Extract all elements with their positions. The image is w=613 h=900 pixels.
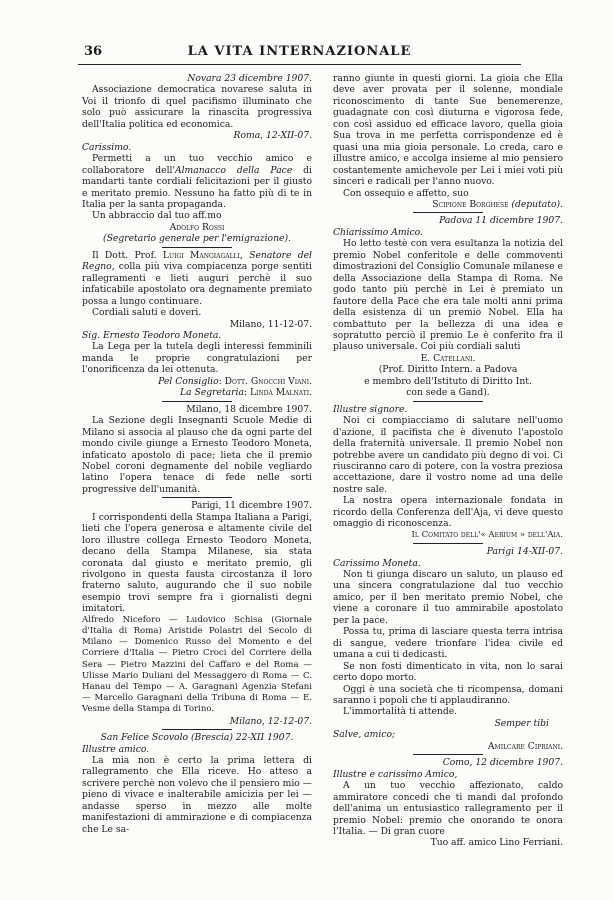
como-salutation: Illustre e carissimo Amico, [333,768,458,780]
borghese-role: (deputato). [508,198,563,210]
separator-rule [413,212,483,213]
left-column [82,73,312,835]
milano1-body: La Lega per la tutela degli interessi femminili manda le proprie congratulazioni per l'onorificenza da lei ottenuta. [82,341,312,376]
parigi2-date: Parigi 14-XII-07. [486,546,563,558]
sanfelice-continuation: ranno giunte in questi giorni. La gioia che Ella deve aver provata per il solenne, mondiale riconoscimento di tante Sue benemerenze, guadagnate con così diuturna e vigorosa fede, con così assiduo ed efficace lavoro, quella gioia Sua trova in me perfetta corrispondenze ed è quasi una mia gioia personale. Lo creda, caro e illustre amico, e accolga insieme al mio pensiero costantemente amichevole per Lei i miei voti più sinceri e radicali per l'anno nuovo. [333,73,563,188]
almanacco-title: Almanacco della Pace [174,164,293,176]
separator-rule [413,543,483,544]
segretaria-label: La Segretaria [180,387,244,399]
mangiagalli-text: , colla più viva compiacenza porge sentiti rallegramenti e lieti auguri perchè il suo infaticabile apostolato ora degnamente premiato possa a lungo continuare. [82,261,312,307]
parigi2-salutation: Carissimo Moneta. [333,557,421,569]
parigi-body: I corrispondenti della Stampa Italiana a Parigi, lieti che l'opera generosa e altamente civile del loro illustre collega Ernesto Teodoro Moneta, decano della Stampa Milanese, sia stata coronata dal giusto e meritato premio, gli rivolgono in questa fausta circostanza il loro fraterno saluto, augurando che il suo nobile esempio trovi sempre fra i giornalisti degni imitatori. [82,511,312,615]
aia-signature: Il Comitato dell'« Aerium » dell'Aia. [411,529,563,540]
roma-body-text-cont: di mandarti tante cordiali felicitazioni per il giusto e meritato premio. Nessuno ha fatto più di te in Italia per la santa propaganda. [82,164,312,210]
roma-abbraccio: Un abbraccio dal tuo aff.mo [92,210,222,222]
running-title: LA VITA INTERNAZIONALE [187,44,412,59]
borghese-signature [333,199,563,210]
rossi-signature: Adolfo Rossi [169,221,225,233]
aia-body-1: Noi ci compiacciamo di salutare nell'uomo d'azione, il pacifista che è divenuto l'apostolo della fraternità universale. Il premio Nobel non potrebbe avere un candidato più degno di voi. Ci riusciranno caro di potere, con la vostra preziosa accettazione, dare il vostro nome ad una delle nostre sale. [333,415,563,495]
separator-rule [162,497,232,498]
milano2-body: La Sezione degli Insegnanti Scuole Medie di Milano si associa al plauso che da ogni parte del mondo civile giunge a Ernesto Teodoro Moneta, infaticato apostolo di pace; lieta che il premio Nobel coroni degnamente del nobile vegliardo latino l'opera tenace di fede nelle sorti progressive dell'umanità. [82,415,312,495]
milano1-date: Milano, 11-12-07. [229,318,312,330]
page-number: 36 [84,44,103,59]
roma-salutation: Carissimo. [82,141,132,153]
catellani-signature: E. Catellani. [420,352,476,364]
parigi-signers: Alfredo Niceforo — Ludovico Schisa (Giornale d'Italia di Roma) Aristide Polastri del Secolo di Milano — Domenico Russo del Momento e del Corriere d'Italia — Pietro Croci del Corriere della Sera — Pietro Mazzini del Caffaro e del Roma — Ulisse Mario Duliani del Messaggero di Roma — C. Hanau del Tempo — A. Garagnani Agenzia Stefani — Marcello Garagnani della Tribuna di Roma — E. Vesme della Stampa di Torino. [82,614,312,715]
parigi2-body-5: L'immortalità ti attende. [343,706,458,718]
aia-salutation: Illustre signore. [333,403,408,415]
padova-date: Padova 11 dicembre 1907. [439,215,563,227]
separator-rule [162,729,232,730]
mangiagalli-comma: , [239,249,250,261]
sanfelice-salutation: Illustre amico. [82,743,150,755]
roma-date: Roma, 12-XII-07. [233,130,312,142]
novara-date: Novara 23 dicembre 1907. [187,73,312,84]
parigi2-body-1: Non ti giunga discaro un saluto, un plauso ed una sincera congratulazione dal tuo vecchio amico, per il ben meritato premio Nobel, che viene a coronare il tuo ammirabile apostolato per la pace. [333,569,563,626]
sanfelice-body: La mia non è certo la prima lettera di rallegramento che Ella riceve. Ho atteso a scrivere perchè non volevo che il pensiero mio — pieno di vivace e inalterabile amicizia per lei — andasse sperso in mezzo alle molte manifestazioni di ammirazione e di compiacenza che Le sa- [82,755,312,835]
ferriani-signature: Tuo aff. amico Lino Ferriani. [430,837,563,849]
parigi2-body-4: Oggi è una società che ti ricompensa, domani saranno i popoli che ti applaudiranno. [333,683,563,707]
roma-body [82,153,312,210]
separator-rule [413,754,483,755]
mangiagalli-role: Senatore del Regno [82,249,312,273]
parigi-date: Parigi, 11 dicembre 1907. [191,500,312,512]
catellani-role-2: e membro dell'Istituto di Diritto Int. [364,375,532,387]
segretaria-name: : Linda Malnati. [243,387,312,399]
parigi2-body-3: Se non fosti dimenticato in vita, non lo sarai certo dopo morto. [333,660,563,684]
como-date: Como, 12 dicembre 1907. [442,757,563,769]
cipriani-signature: Amilcare Cipriani. [487,740,563,752]
roma-body-text: Permetti a un tuo vecchio amico e collaboratore dell' [82,153,312,176]
right-column [333,73,563,849]
semper-tibi: Semper tibi [494,717,549,729]
milano2-date: Milano, 18 dicembre 1907. [186,403,312,415]
padova-salutation: Chiarissimo Amico. [333,226,423,238]
mangiagalli-name: Luigi Mangiagalli [162,249,240,261]
consiglio-name: : Dott. Gnocchi Viani. [218,375,312,387]
aia-body-2: La nostra opera internazionale fondata in ricordo della Conferenza dell'Aja, vi deve questo omaggio di riconoscenza. [333,495,563,530]
como-body: A un tuo vecchio affezionato, caldo ammiratore concedi che ti mandi dal profondo dell'anima un entusiastico rallegramento per il premio Nobel: premio che onorando te onora l'Italia. — Di gran cuore [333,780,563,837]
padova-body: Ho letto testè con vera esultanza la notizia del premio Nobel conferitole e delle commoventi dimostrazioni del Consiglio Comunale milanese e della Associazione della Stampa di Roma. Ne godo tanto più perchè in Lei è premiato un fautore della Pace che era tale molti anni prima della esistenza di un premio Nobel. Ella ha combattuto per la bellezza di una idea e sopratutto perciò il premio Le è conferito fra il plauso universale. Coi più cordiali saluti [333,238,563,353]
milano3-date: Milano, 12-12-07. [229,715,312,727]
borghese-name: Scipione Borghese [432,198,509,210]
parigi2-body-2: Possa tu, prima di lasciare questa terra intrisa di sangue, vedere trionfare l'idea civile ed umana a cui ti dedicasti. [333,626,563,661]
milano1-salutation: Sig. Ernesto Teodoro Moneta. [82,329,222,341]
consiglio-label: Pel Consiglio [158,375,219,387]
separator-rule [162,247,232,248]
salve-amico: Salve, amico; [333,729,396,741]
novara-body: Associazione democratica novarese saluta in Voi il trionfo di quel pacifismo illuminato che solo può assicurare la rinascita progressiva dell'Italia politica ed economica. [82,84,312,130]
mangiagalli-prefix: Il Dott. Prof. [92,249,163,261]
consiglio-signature [82,376,312,387]
segretaria-signature [82,387,312,398]
catellani-role-1: (Prof. Diritto Intern. a Padova [378,364,518,376]
separator-rule [162,401,232,402]
sanfelice-ossequio: Con ossequio e affetto, suo [343,187,469,199]
separator-rule [413,401,483,402]
mangiagalli-body [82,250,312,307]
rossi-role: (Segretario generale per l'emigrazione). [103,233,291,245]
mangiagalli-saluti: Cordiali saluti e doveri. [92,307,202,319]
catellani-role-3: con sede a Gand). [406,387,490,399]
page-header [78,44,521,65]
sanfelice-date: San Felice Scovolo (Brescia) 22-XII 1907. [100,732,294,744]
